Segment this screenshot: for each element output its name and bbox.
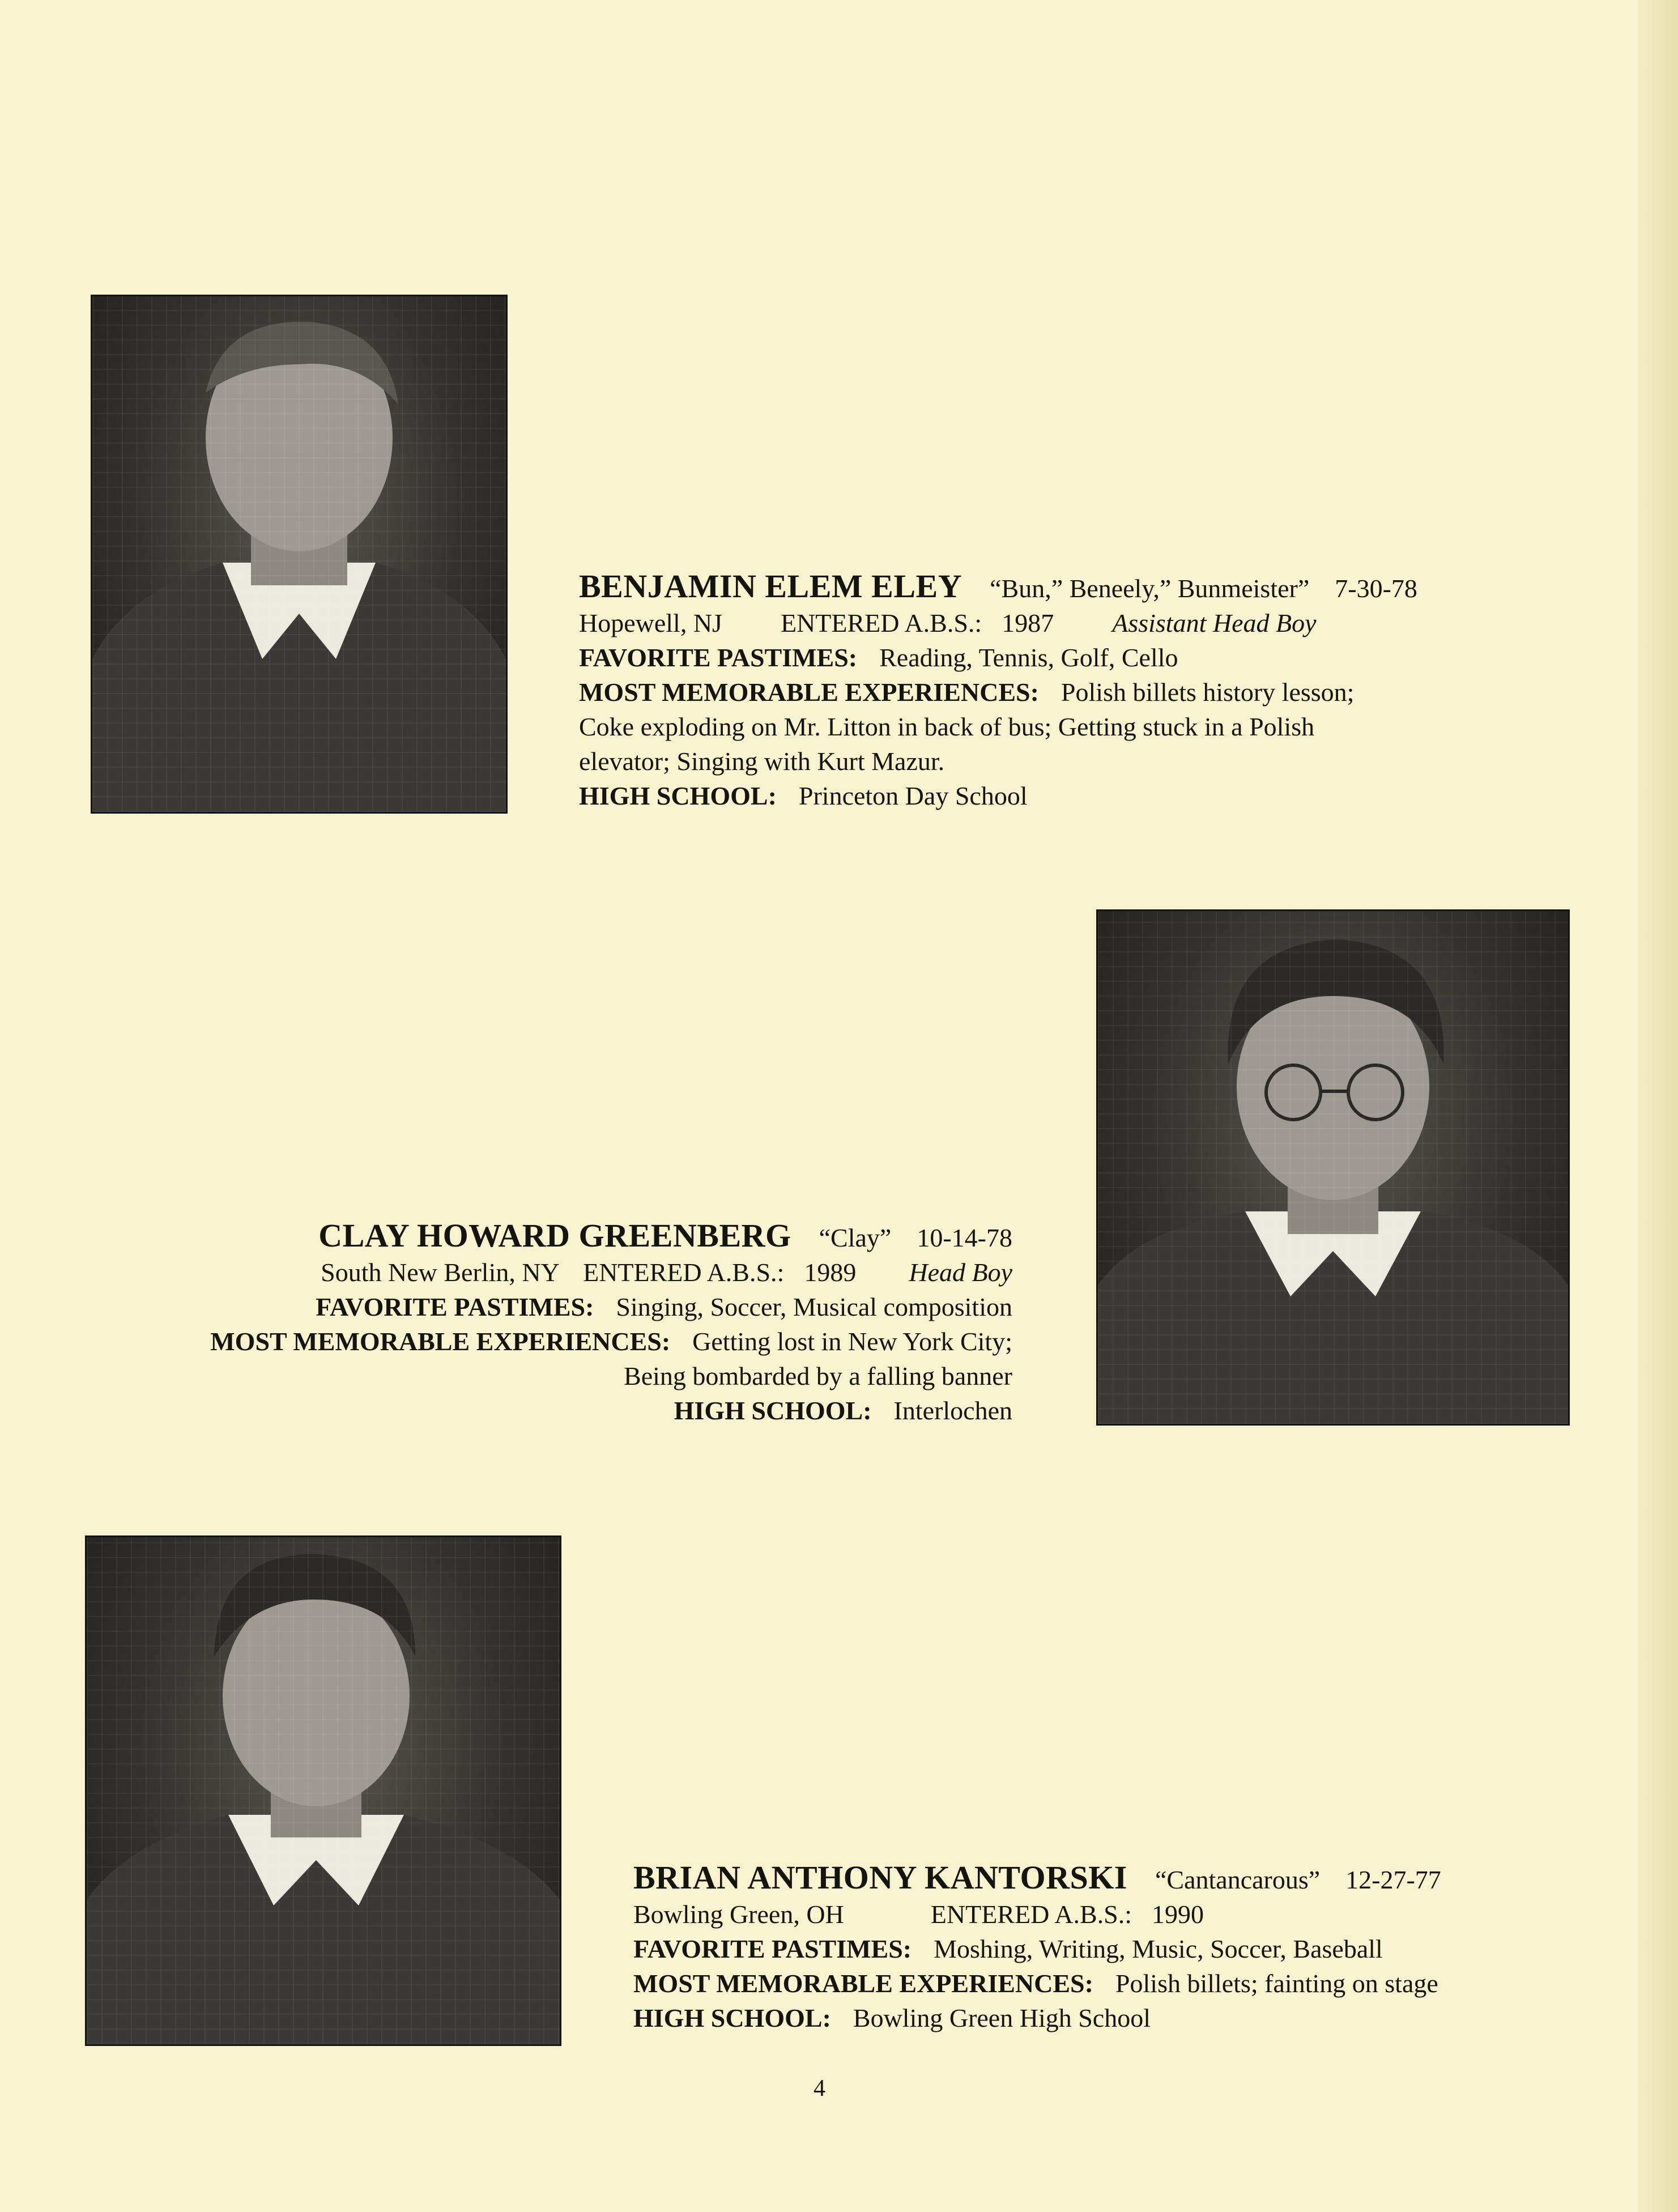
student-bio-eley: [579, 569, 1417, 813]
entered-label: ENTERED A.B.S.:: [583, 1258, 785, 1287]
high-school-label: HIGH SCHOOL:: [579, 781, 777, 810]
pastimes-label: FAVORITE PASTIMES:: [316, 1292, 594, 1321]
high-school-value: Princeton Day School: [798, 781, 1028, 810]
experiences-value: Polish billets; fainting on stage: [1115, 1969, 1438, 1998]
pastimes-label: FAVORITE PASTIMES:: [633, 1934, 912, 1963]
student-nicknames: “Cantancarous”: [1155, 1865, 1321, 1894]
high-school-line: [210, 1393, 1012, 1428]
student-photo-eley: [91, 295, 508, 814]
page-edge-shadow: [1638, 0, 1678, 2212]
entered-year: 1989: [804, 1258, 857, 1287]
entered-label: ENTERED A.B.S.:: [780, 609, 982, 637]
student-birthdate: 10-14-78: [917, 1223, 1012, 1252]
entered-year: 1987: [1002, 609, 1054, 637]
experiences-line: [210, 1324, 1012, 1359]
name-line: [579, 569, 1417, 606]
portrait-silhouette: [87, 1537, 560, 2044]
origin-line: [579, 606, 1417, 640]
entered-year: 1990: [1152, 1900, 1204, 1929]
student-hometown: Hopewell, NJ: [579, 609, 722, 637]
experiences-line: [579, 675, 1417, 709]
student-birthdate: 12-27-77: [1345, 1865, 1441, 1894]
student-name: BENJAMIN ELEM ELEY: [579, 568, 962, 605]
student-bio-greenberg: [210, 1218, 1012, 1428]
origin-line: [210, 1255, 1012, 1290]
student-hometown: South New Berlin, NY: [321, 1258, 559, 1287]
pastimes-value: Reading, Tennis, Golf, Cello: [879, 643, 1178, 672]
pastimes-line: [633, 1932, 1441, 1966]
experiences-line: [633, 1966, 1441, 2001]
experiences-label: MOST MEMORABLE EXPERIENCES:: [633, 1969, 1093, 1998]
pastimes-line: [210, 1290, 1012, 1324]
portrait-silhouette: [1098, 911, 1568, 1424]
name-line: [633, 1860, 1441, 1897]
portrait-silhouette: [92, 296, 506, 812]
student-photo-kantorski: [85, 1535, 561, 2046]
experiences-continued-2: elevator; Singing with Kurt Mazur.: [579, 747, 945, 776]
student-title: Assistant Head Boy: [1112, 609, 1317, 637]
pastimes-line: [579, 640, 1417, 675]
student-bio-kantorski: [633, 1860, 1441, 2035]
pastimes-value: Moshing, Writing, Music, Soccer, Baseball: [934, 1934, 1383, 1963]
student-nicknames: “Clay”: [819, 1223, 892, 1252]
student-photo-greenberg: [1096, 909, 1570, 1426]
student-hometown: Bowling Green, OH: [633, 1900, 844, 1929]
student-nicknames: “Bun,” Beneely,” Bunmeister”: [990, 574, 1310, 603]
pastimes-label: FAVORITE PASTIMES:: [579, 643, 858, 672]
experiences-value: Polish billets history lesson;: [1061, 678, 1355, 707]
student-name: BRIAN ANTHONY KANTORSKI: [633, 1859, 1127, 1896]
high-school-label: HIGH SCHOOL:: [674, 1396, 872, 1425]
high-school-value: Interlochen: [893, 1396, 1012, 1425]
high-school-label: HIGH SCHOOL:: [633, 2003, 831, 2032]
experiences-continued: Being bombarded by a falling banner: [624, 1362, 1012, 1390]
entered-label: ENTERED A.B.S.:: [930, 1900, 1132, 1929]
experiences-continued: Coke exploding on Mr. Litton in back of bus; Getting stuck in a Polish: [579, 712, 1315, 741]
page-number: 4: [814, 2075, 825, 2102]
pastimes-value: Singing, Soccer, Musical composition: [616, 1292, 1012, 1321]
student-birthdate: 7-30-78: [1335, 574, 1417, 603]
high-school-line: [579, 779, 1417, 813]
student-title: Head Boy: [909, 1258, 1012, 1287]
experiences-value: Getting lost in New York City;: [692, 1327, 1012, 1356]
high-school-line: [633, 2001, 1441, 2035]
name-line: [210, 1218, 1012, 1255]
origin-line: [633, 1897, 1441, 1932]
student-name: CLAY HOWARD GREENBERG: [318, 1217, 791, 1254]
experiences-label: MOST MEMORABLE EXPERIENCES:: [210, 1327, 671, 1356]
high-school-value: Bowling Green High School: [853, 2003, 1151, 2032]
experiences-label: MOST MEMORABLE EXPERIENCES:: [579, 678, 1039, 707]
